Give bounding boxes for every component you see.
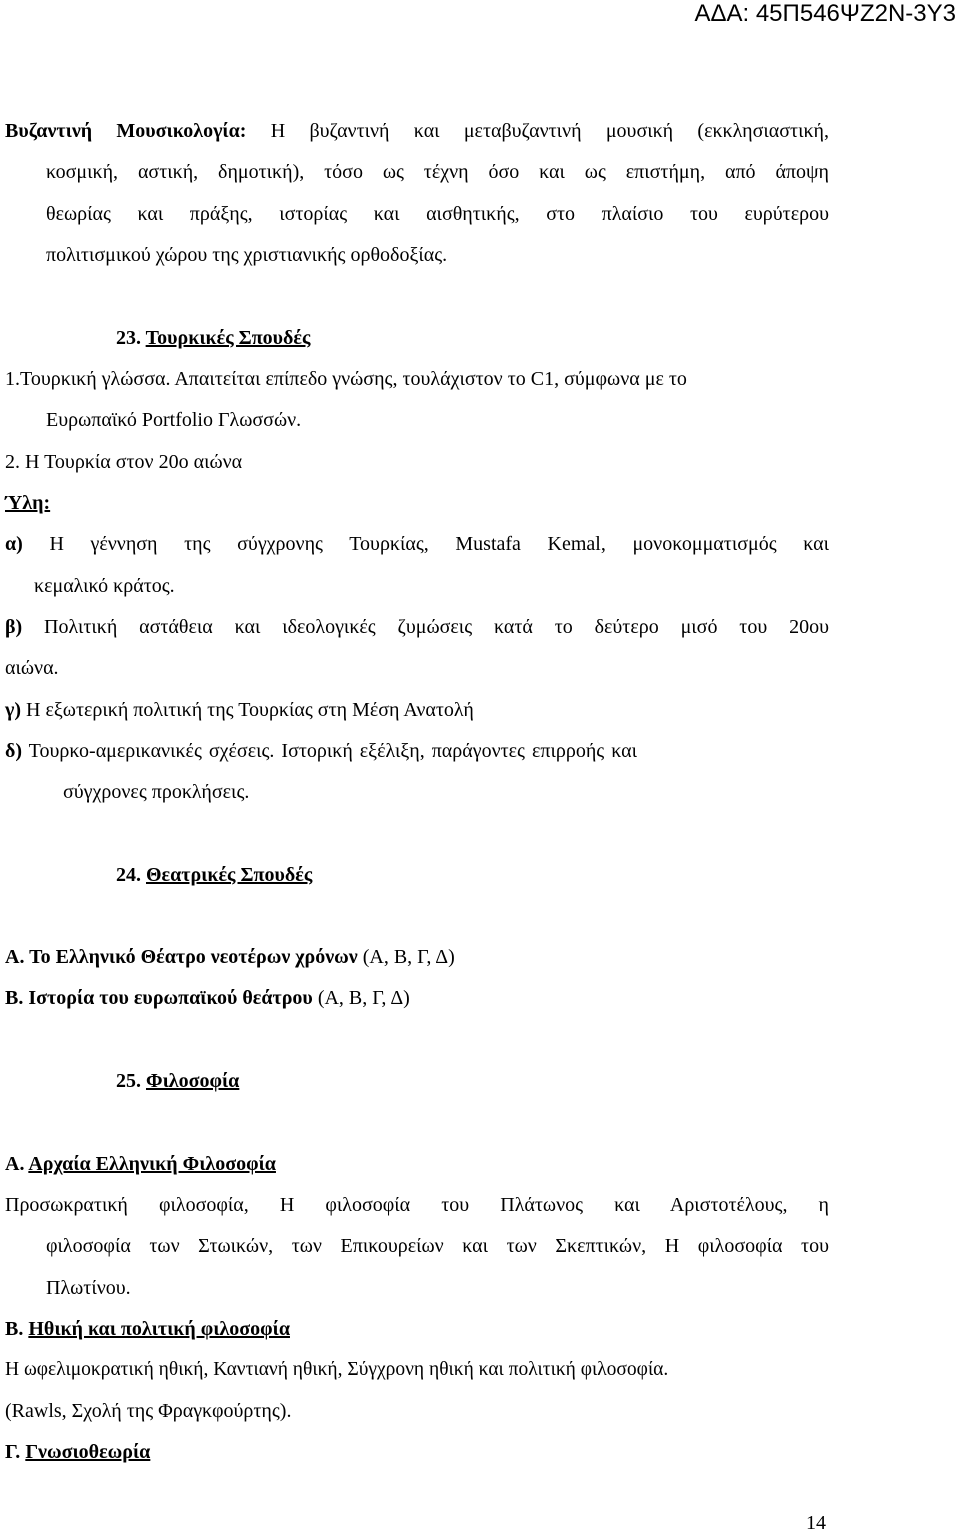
section-23-title: Τουρκικές Σπουδές — [145, 327, 311, 349]
byzantine-line-1 — [5, 119, 829, 143]
turkish-c-text: Η εξωτερική πολιτική της Τουρκίας στη Μέση Ανατολή — [21, 699, 474, 721]
philosophy-a-line-1: Προσωκρατική φιλοσοφία, Η φιλοσοφία του Πλάτωνος και Αριστοτέλους, η — [5, 1194, 829, 1216]
turkish-a-line-2: κεμαλικό κράτος. — [34, 575, 175, 597]
turkish-b-text: Πολιτική αστάθεια και ιδεολογικές ζυμώσεις κατά το δεύτερο μισό του 20ου — [22, 616, 829, 638]
philosophy-b-line-1: Η ωφελιμοκρατική ηθική, Καντιανή ηθική, Σύγχρονη ηθική και πολιτική φιλοσοφία. — [5, 1359, 669, 1380]
turkish-d-line-1 — [5, 739, 829, 763]
section-23-heading — [116, 326, 310, 350]
byzantine-line-3: θεωρίας και πράξης, ιστορίας και αισθητικής, στο πλαίσιο του ευρύτερου — [46, 203, 829, 225]
turkish-item-1-line-1: 1.Τουρκική γλώσσα. Απαιτείται επίπεδο γνώσης, τουλάχιστον το C1, σύμφωνα με το — [5, 368, 687, 390]
philosophy-a-label: Α. — [5, 1153, 29, 1175]
section-24-number: 24. — [116, 864, 146, 886]
turkish-a-label: α) — [5, 533, 23, 555]
turkish-b-line-2: αιώνα. — [5, 657, 59, 679]
turkish-item-1-line-2: Ευρωπαϊκό Portfolio Γλωσσών. — [46, 409, 302, 431]
turkish-d-text: Τουρκο-αμερικανικές σχέσεις. Ιστορική εξέλιξη, παράγοντες επιρροής και — [22, 740, 637, 762]
theatre-item-a — [5, 945, 455, 969]
philosophy-b-heading — [5, 1317, 290, 1341]
turkish-item-2: 2. Η Τουρκία στον 20ο αιώνα — [5, 451, 243, 473]
theatre-b-levels: (Α, Β, Γ, Δ) — [312, 987, 410, 1009]
theatre-item-b — [5, 986, 410, 1010]
philosophy-c-heading — [5, 1440, 150, 1464]
section-25-title: Φιλοσοφία — [146, 1070, 240, 1092]
turkish-c-label: γ) — [5, 699, 22, 721]
philosophy-b-line-2: (Rawls, Σχολή της Φραγκφούρτης). — [5, 1400, 292, 1422]
turkish-b-line-1 — [5, 615, 829, 639]
philosophy-a-heading — [5, 1152, 276, 1176]
byzantine-line-2: κοσμική, αστική, δημοτική), τόσο ως τέχνη όσο και ως επιστήμη, από άποψη — [46, 161, 829, 183]
philosophy-b-title: Ηθική και πολιτική φιλοσοφία — [28, 1318, 290, 1340]
philosophy-c-title: Γνωσιοθεωρία — [25, 1441, 151, 1463]
material-label — [5, 491, 50, 515]
turkish-a-line-1 — [5, 532, 829, 556]
byzantine-line-4: πολιτισμικού χώρου της χριστιανικής ορθοδοξίας. — [46, 244, 448, 266]
philosophy-b-label: Β. — [5, 1318, 29, 1340]
theatre-b-title: Β. Ιστορία του ευρωπαϊκού θεάτρου — [5, 987, 313, 1009]
turkish-b-label: β) — [5, 616, 23, 638]
material-label-text: Ύλη: — [5, 492, 51, 514]
section-23-number: 23. — [116, 327, 146, 349]
turkish-d-line-2: σύγχρονες προκλήσεις. — [63, 781, 250, 803]
section-25-heading — [116, 1069, 239, 1093]
philosophy-c-label: Γ. — [5, 1441, 26, 1463]
ada-code: ΑΔΑ: 45Π546ΨΖ2Ν-3Υ3 — [694, 0, 956, 27]
theatre-a-title: Α. Το Ελληνικό Θέατρο νεοτέρων χρόνων — [5, 946, 358, 968]
turkish-d-label: δ) — [5, 740, 23, 762]
section-25-number: 25. — [116, 1070, 146, 1092]
byzantine-title: Βυζαντινή Μουσικολογία: — [5, 120, 247, 142]
turkish-a-text: Η γέννηση της σύγχρονης Τουρκίας, Mustafa Kemal, μονοκομματισμός και — [22, 533, 829, 555]
philosophy-a-title: Αρχαία Ελληνική Φιλοσοφία — [28, 1153, 276, 1175]
theatre-a-levels: (Α, Β, Γ, Δ) — [357, 946, 455, 968]
byzantine-text-1: Η βυζαντινή και μεταβυζαντινή μουσική (εκκλησιαστική, — [246, 120, 829, 142]
section-24-heading — [116, 863, 312, 887]
philosophy-a-line-2: φιλοσοφία των Στωικών, των Επικουρείων και των Σκεπτικών, Η φιλοσοφία του — [46, 1235, 829, 1257]
philosophy-a-line-3: Πλωτίνου. — [46, 1277, 131, 1299]
turkish-c-line-1 — [5, 698, 474, 722]
page-number: 14 — [806, 1512, 826, 1534]
section-24-title: Θεατρικές Σπουδές — [146, 864, 313, 886]
